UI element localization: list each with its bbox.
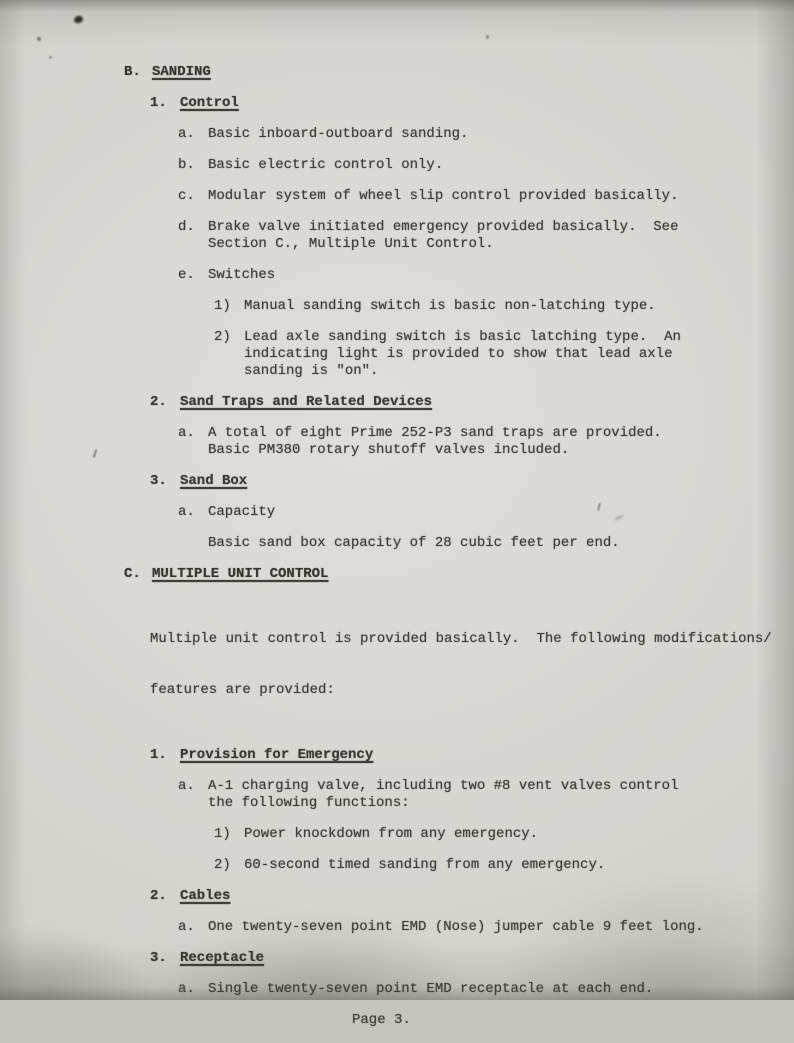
item-title: Sand Box <box>180 473 248 489</box>
subitem-letter: a. <box>178 504 195 520</box>
subitem-text: Basic electric control only. <box>208 157 444 173</box>
outline-subitem <box>178 157 794 174</box>
point-number: 1) <box>214 826 231 842</box>
section-heading <box>124 64 794 81</box>
subitem-letter: a. <box>178 778 195 794</box>
outline-subitem <box>178 219 794 253</box>
subitem-text: Section C., Multiple Unit Control. <box>208 236 494 252</box>
item-title: Control <box>180 95 239 111</box>
subitem-text: Single twenty-seven point EMD receptacle at each end. <box>208 981 654 997</box>
section-letter: B. <box>124 64 141 80</box>
item-title: Receptacle <box>180 950 265 966</box>
point-number: 2) <box>214 329 231 345</box>
outline-item-heading <box>150 95 794 112</box>
outline-subitem <box>178 267 794 284</box>
subitem-letter: a. <box>178 126 195 142</box>
page-number <box>352 1012 794 1029</box>
item-number: 1. <box>150 95 167 111</box>
outline-subitem <box>178 981 794 998</box>
subitem-text: Capacity <box>208 504 276 520</box>
intro-paragraph <box>150 597 794 733</box>
page-number-text: Page 3. <box>352 1012 411 1028</box>
point-text: Manual sanding switch is basic non-latching type. <box>244 298 656 314</box>
outline-item-heading <box>150 473 794 490</box>
note-text: Basic sand box capacity of 28 cubic feet per end. <box>208 535 620 551</box>
point-number: 1) <box>214 298 231 314</box>
subitem-letter: a. <box>178 425 195 441</box>
outline-point <box>214 298 794 315</box>
item-number: 3. <box>150 950 167 966</box>
subitem-text: One twenty-seven point EMD (Nose) jumper cable 9 feet long. <box>208 919 704 935</box>
item-title: Cables <box>180 888 231 904</box>
section-letter: C. <box>124 566 141 582</box>
section-title: SANDING <box>152 64 211 80</box>
outline-point <box>214 826 794 843</box>
outline-point <box>214 329 794 380</box>
subitem-text: the following functions: <box>208 795 410 811</box>
item-number: 1. <box>150 747 167 763</box>
note-line <box>208 535 794 552</box>
point-number: 2) <box>214 857 231 873</box>
point-text: sanding is "on". <box>244 363 379 379</box>
outline-item-heading <box>150 394 794 411</box>
intro-text: Multiple unit control is provided basically. The following modifications/ <box>150 631 772 647</box>
subitem-letter: d. <box>178 219 195 235</box>
outline-subitem <box>178 504 794 521</box>
outline-subitem <box>178 425 794 459</box>
outline-item-heading <box>150 888 794 905</box>
point-text: indicating light is provided to show that lead axle <box>244 346 673 362</box>
subitem-text: Brake valve initiated emergency provided basically. See <box>208 219 679 235</box>
subitem-letter: a. <box>178 981 195 997</box>
subitem-text: Basic inboard-outboard sanding. <box>208 126 469 142</box>
subitem-letter: c. <box>178 188 195 204</box>
outline-item-heading <box>150 747 794 764</box>
point-text: Power knockdown from any emergency. <box>244 826 539 842</box>
item-number: 2. <box>150 394 167 410</box>
intro-text: features are provided: <box>150 682 335 698</box>
subitem-text: A total of eight Prime 252-P3 sand traps are provided. <box>208 425 662 441</box>
section-title: MULTIPLE UNIT CONTROL <box>152 566 329 582</box>
item-title: Sand Traps and Related Devices <box>180 394 433 410</box>
subitem-letter: b. <box>178 157 195 173</box>
item-number: 2. <box>150 888 167 904</box>
subitem-letter: a. <box>178 919 195 935</box>
point-text: 60-second timed sanding from any emergency. <box>244 857 606 873</box>
subitem-text: Switches <box>208 267 276 283</box>
outline-point <box>214 857 794 874</box>
item-number: 3. <box>150 473 167 489</box>
subitem-text: Basic PM380 rotary shutoff valves included. <box>208 442 570 458</box>
outline-subitem <box>178 778 794 812</box>
subitem-letter: e. <box>178 267 195 283</box>
item-title: Provision for Emergency <box>180 747 374 763</box>
outline-subitem <box>178 126 794 143</box>
point-text: Lead axle sanding switch is basic latching type. An <box>244 329 681 345</box>
subitem-text: A-1 charging valve, including two #8 vent valves control <box>208 778 679 794</box>
outline-subitem <box>178 188 794 205</box>
section-heading <box>124 566 794 583</box>
outline-subitem <box>178 919 794 936</box>
outline-item-heading <box>150 950 794 967</box>
subitem-text: Modular system of wheel slip control provided basically. <box>208 188 679 204</box>
